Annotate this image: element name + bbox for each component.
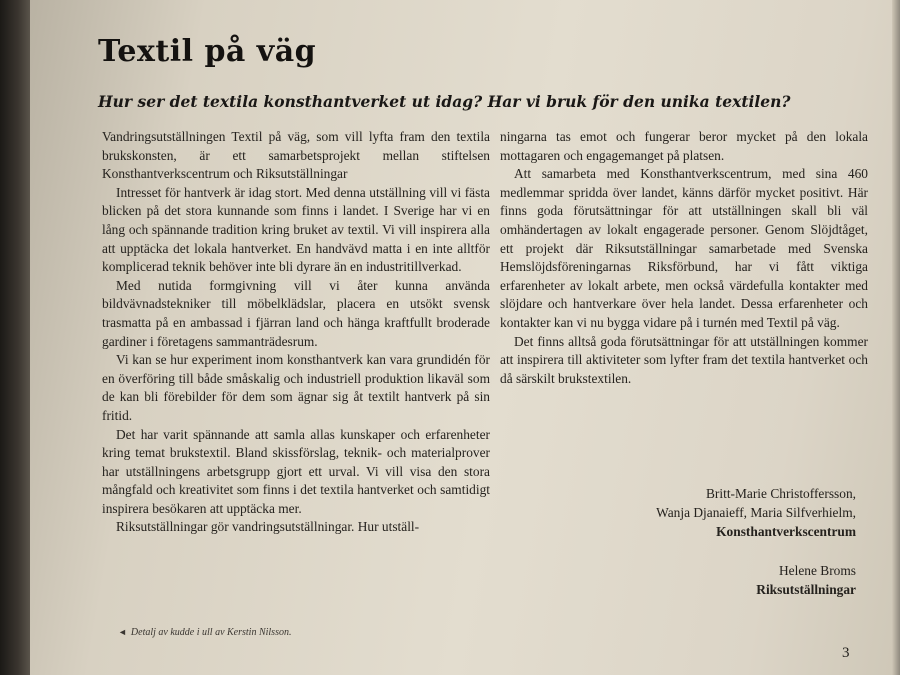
paragraph: Riksutställningar gör vandringsutställningar. Hur utställ- [116,519,420,535]
paragraph: Med nutida formgivning vill vi åter kunna använda bildvävnadstekniker till möbelklädslar, placera en utsökt svensk trasmatta på en ambassad i fjärran land och hänga kraftfullt broderade gardiner i företagens sammanträdesrum. [102,277,490,349]
signature-name: Helene Broms [779,563,856,578]
caption-arrow-icon: ◄ [118,627,127,637]
page-edge [892,0,900,675]
left-text-column [102,128,490,537]
right-text-column [500,128,868,388]
paragraph: Vi kan se hur experiment inom konsthantverk kan vara grundidén för en överföring till både småskalig och industriell produktion likaväl som de kan bli förebilder för dem som ägnar sig åt textilt hantverk på sin fritid. [102,352,490,423]
paragraph: ningarna tas emot och fungerar beror mycket på den lokala mottagaren och engagemanget på platsen. [500,129,868,163]
signature-organization: Konsthantverkscentrum [716,524,856,539]
signature-names: Wanja Djanaieff, Maria Silfverhielm, [656,505,856,520]
paragraph: Intresset för hantverk är idag stort. Med denna utställning vill vi fästa blicken på det stora kunnande som finns i landet. I Sverige har vi en lång och spännande tradition kring bruket av textil. Vi vill inspirera alla att upptäcka det lokala hantverket. En handvävd matta i en inte alltför komplicerad teknik behöver inte bli dyrare än en industritillverkad. [102,184,490,275]
signature-names: Britt-Marie Christoffersson, [705,486,856,501]
paragraph: Det har varit spännande att samla allas kunskaper och erfarenheter kring temat brukstextil. Bland skissförslag, teknik- och materialprover har utställningens arbetsgrupp gjort ett urval. Vi vill visa den stora mångfald och kreativitet som finns i det textila hantverket och samtidigt inspirera besökaren att upptäcka mer. [102,426,490,516]
paragraph: Vandringsutställningen Textil på väg, som vill lyfta fram den textila brukskonsten, är ett samarbetsprojekt mellan stiftelsen Konsthantverkscentrum och Riksutställningar [102,129,490,182]
caption-text: Detalj av kudde i ull av Kerstin Nilsson. [130,627,292,638]
paragraph: Att samarbeta med Konsthantverkscentrum, med sina 460 medlemmar spridda över landet, känns därför mycket positivt. Här finns goda förutsättningar för att utställningen skall bli väl omhändertagen av lokalt engagerade personer. Genom Slöjdtåget, ett projekt där Riksutställningar samarbetade med Svenska Hemslöjdsföreningarnas Riksförbund, har vi fått viktiga erfarenheter av lokalt arbete, men också värdefulla kontakter med slöjdare och hantverkare över hela landet. Dessa erfarenheter och kontakter kan vi nu bygga vidare på i turnén med Textil på väg. [500,166,868,330]
book-page [30,0,892,675]
image-caption [118,627,291,638]
paragraph: Det finns alltså goda förutsättningar för att utställningen kommer att inspirera till aktiviteter som lyfter fram det textila hantverket och då särskilt brukstextilen. [500,333,868,386]
book-binding-shadow [0,0,30,675]
article-title: Textil på väg [98,34,317,70]
signature-block [590,484,856,599]
signature-organization: Riksutställningar [756,582,856,597]
page-number: 3 [842,645,850,661]
article-subtitle: Hur ser det textila konsthantverket ut idag? Har vi bruk för den unika textilen? [98,92,791,111]
